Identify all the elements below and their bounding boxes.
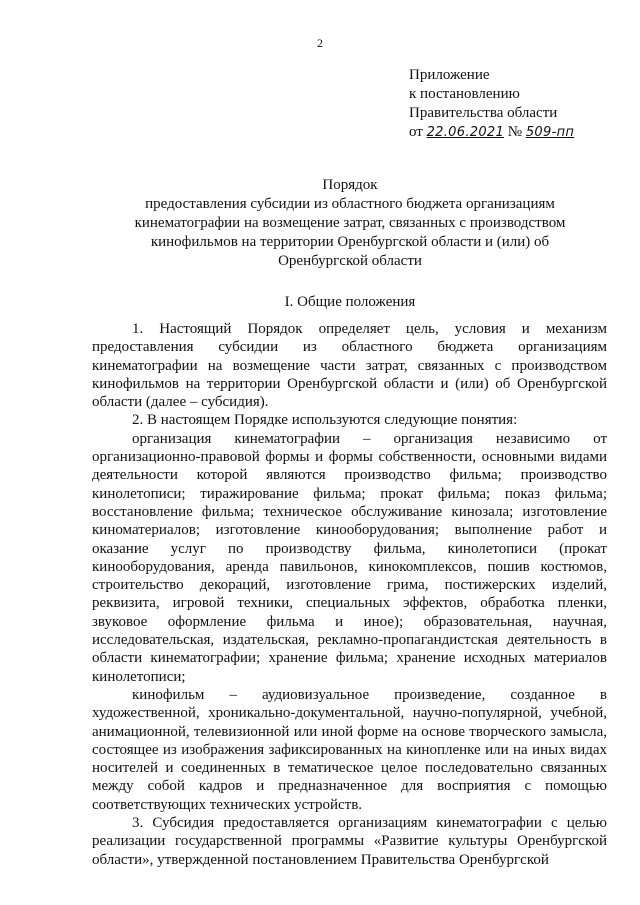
document-title <box>80 176 620 271</box>
title-line-4: кинофильмов на территории Оренбургской области и (или) об <box>150 234 550 250</box>
appendix-block <box>409 66 574 142</box>
appendix-line-1: Приложение <box>409 67 490 83</box>
paragraph-3: 3. Субсидия предоставляется организациям кинематографии с целью реализации государственной программы «Развитие культуры Оренбургской области», утвержденной постановлением Правительства Оренбургской <box>92 815 607 868</box>
date-prefix: от <box>409 124 423 140</box>
handwritten-number: 509-пп <box>525 125 575 140</box>
paragraph-definition-film: кинофильм – аудиовизуальное произведение, созданное в художественной, хроникально-документальной, научно-популярной, учебной, анимационной, телевизионной или иной форме на основе творческого замысла, состоящее из изображения зафиксированных на кинопленке или на иных видах носителей и соединенных в тематическое целое последовательно связанных между собой кадров и предназначенное для восприятия с помощью соответствующих технических устройств. <box>92 686 607 813</box>
appendix-line-2: к постановлению <box>409 86 520 102</box>
appendix-line-3: Правительства области <box>409 105 558 121</box>
title-line-5: Оренбургской области <box>278 253 422 269</box>
paragraph-definition-organization: организация кинематографии – организация независимо от организационно-правовой формы и формы собственности, основными видами деятельности которой являются производство фильма; производство кинолетописи; тиражирование фильма; прокат фильма; показ фильма; восстановление фильма; техническое обслуживание кинозала; изготовление киноматериалов; изготовление кинооборудования; выполнение работ и оказание услуг по производству фильма, кинолетописи (прокат кинооборудования, аренда павильонов, кинокомплексов, пошив костюмов, строительство декораций, изготовление грима, постижерских изделий, реквизита, игровой техники, специальных эффектов, обработка пленки, звуковое оформление фильма и иное); образовательная, научная, исследовательская, издательская, рекламно-пропагандистская деятельность в области кинематографии; хранение фильма; хранение исходных материалов кинолетописи; <box>92 430 607 685</box>
number-prefix: № <box>507 124 523 140</box>
document-body <box>92 320 607 869</box>
paragraph-2: 2. В настоящем Порядке используются следующие понятия: <box>132 412 518 429</box>
handwritten-date: 22.06.2021 <box>426 125 505 140</box>
paragraph-1: 1. Настоящий Порядок определяет цель, условия и механизм предоставления субсидии из областного бюджета организациям кинематографии на возмещение части затрат, связанных с производством кинофильмов на территории Оренбургской области и (или) об Оренбургской области (далее – субсидия). <box>92 321 607 411</box>
section-heading: I. Общие положения <box>284 294 416 310</box>
title-line-1: Порядок <box>322 177 378 193</box>
title-line-2: предоставления субсидии из областного бюджета организациям <box>145 196 555 212</box>
page-number: 2 <box>317 36 323 50</box>
title-line-3: кинематографии на возмещение затрат, связанных с производством <box>134 215 566 231</box>
appendix-date-line <box>409 123 574 142</box>
